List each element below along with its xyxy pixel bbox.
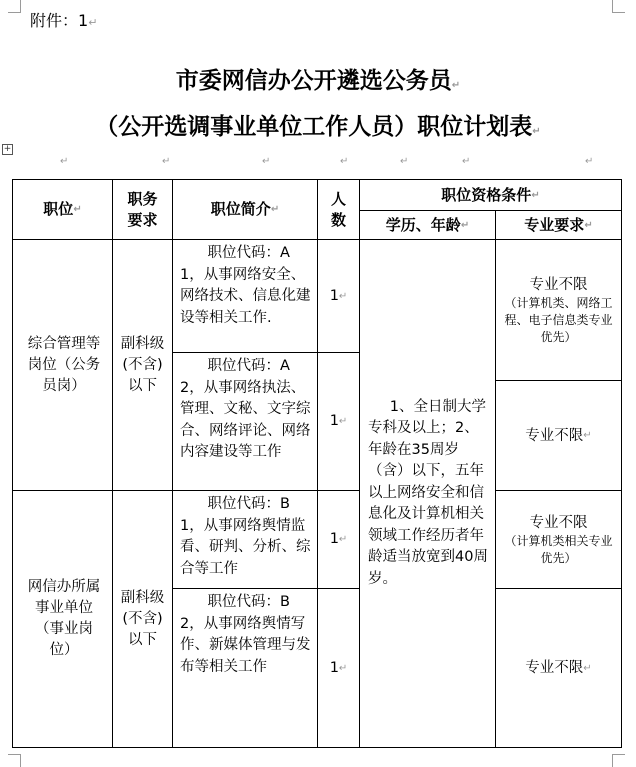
table-move-handle-icon[interactable]: +	[3, 144, 12, 154]
header-qualifications	[360, 180, 621, 210]
attachment-text: 附件：1	[30, 11, 89, 30]
paragraph-mark-icon: ↵	[532, 126, 541, 137]
count-b2-text: 1	[329, 659, 339, 676]
header-qualifications-text: 职位资格条件	[441, 185, 532, 204]
major-b2-main: 专业不限	[525, 660, 584, 676]
major-b1-main: 专业不限	[529, 514, 588, 531]
paragraph-mark-icon: ↵	[531, 189, 540, 201]
group-position-public-institution	[17, 491, 111, 747]
header-position	[13, 180, 112, 239]
paragraph-mark-icon: ↵	[262, 156, 271, 167]
major-a1-main: 专业不限	[529, 276, 588, 293]
header-major-text: 专业要求	[524, 215, 585, 234]
position-plan-table	[12, 179, 622, 748]
crop-mark-bottom-right	[612, 754, 625, 767]
paragraph-mark-icon: ↵	[60, 156, 69, 167]
title-line2-text: （公开选调事业单位工作人员）职位计划表	[95, 114, 533, 140]
position-intro-b1	[173, 491, 317, 588]
crop-mark-bottom-left	[8, 754, 21, 767]
header-position-text: 职位	[43, 200, 74, 218]
paragraph-mark-icon: ↵	[584, 219, 593, 231]
group2-duty-text: 副科级(不含)以下	[120, 589, 165, 648]
paragraph-mark-icon: ↵	[462, 156, 471, 167]
header-education-text: 学历、年龄	[385, 215, 461, 234]
paragraph-mark-icon: ↵	[338, 416, 348, 427]
position-intro-a1	[173, 240, 317, 352]
paragraph-mark-icon: ↵	[73, 204, 82, 215]
paragraph-mark-icon: ↵	[460, 219, 470, 231]
count-a1-text: 1	[329, 287, 339, 304]
paragraph-mark-icon: ↵	[451, 80, 461, 91]
group1-duty-text: 副科级(不含)以下	[120, 335, 165, 394]
header-duty-requirement	[113, 180, 172, 239]
group1-position-text: 综合管理等岗位（公务员岗）	[27, 335, 101, 394]
header-intro-text: 职位简介	[210, 200, 271, 218]
major-a1-note: （计算机类、网络工程、电子信息类专业优先）	[504, 295, 613, 344]
position-intro-b2	[173, 589, 317, 747]
intro-b2-text: 职位代码：B2，从事网络舆情写作、新媒体管理与发布等相关工作	[180, 594, 311, 675]
group-position-civil-servant	[17, 240, 111, 490]
header-headcount	[318, 180, 359, 239]
paragraph-mark-icon: ↵	[270, 204, 280, 215]
paragraph-mark-icon: ↵	[400, 156, 409, 167]
paragraph-mark-icon: ↵	[340, 156, 349, 167]
major-requirement-b2	[496, 589, 621, 747]
crop-mark-top-right	[612, 0, 625, 13]
header-position-intro	[173, 180, 317, 239]
paragraph-mark-icon: ↵	[162, 156, 171, 167]
crop-mark-top-left	[8, 0, 21, 13]
paragraph-mark-icon: ↵	[338, 662, 348, 674]
paragraph-mark-icon: ↵	[338, 290, 348, 302]
intro-a1-text: 职位代码：A1，从事网络安全、网络技术、信息化建设等相关工作.	[180, 245, 311, 326]
document-title-line2	[0, 108, 636, 141]
headcount-b1	[318, 491, 359, 588]
group-duty-requirement	[113, 240, 172, 490]
education-requirement-text: 1、全日制大学专科及以上；2、年龄在35周岁（含）以下，五年以上网络安全和信息化及计算机相关领域工作经历者年龄适当放宽到40周岁。	[368, 398, 488, 587]
document-title-line1	[0, 62, 636, 95]
paragraph-mark-icon: ↵	[88, 16, 98, 29]
paragraph-mark-icon: ↵	[585, 156, 594, 167]
paragraph-mark-icon: ↵	[338, 534, 348, 545]
major-requirement-a2	[496, 381, 621, 490]
header-duty-text: 职务要求	[127, 189, 158, 229]
group-duty-requirement	[113, 491, 172, 747]
header-count-text: 人数	[330, 189, 346, 229]
major-b1-note: （计算机类相关专业优先）	[504, 533, 613, 565]
paragraph-mark-icon: ↵	[583, 430, 592, 441]
header-major	[496, 211, 621, 239]
major-requirement-a1	[496, 240, 621, 380]
paragraph-mark-icon: ↵	[583, 662, 592, 674]
major-a2-main: 专业不限	[525, 427, 584, 444]
position-intro-a2	[173, 353, 317, 490]
intro-a2-text: 职位代码：A2，从事网络执法、管理、文秘、文字综合、网络评论、网络内容建设等工作	[180, 358, 311, 460]
attachment-label	[30, 8, 97, 31]
count-b1-text: 1	[329, 531, 339, 547]
headcount-b2	[318, 589, 359, 747]
education-age-requirement	[360, 240, 495, 747]
count-a2-text: 1	[329, 413, 339, 429]
header-education-age	[360, 211, 495, 239]
headcount-a1	[318, 240, 359, 352]
group2-position-text: 网信办所属事业单位（事业岗位）	[27, 579, 101, 658]
intro-b1-text: 职位代码：B1，从事网络舆情监看、研判、分析、综合等工作	[180, 496, 311, 577]
major-requirement-b1	[496, 491, 621, 588]
title-line1-text: 市委网信办公开遴选公务员	[175, 68, 452, 94]
headcount-a2	[318, 353, 359, 490]
